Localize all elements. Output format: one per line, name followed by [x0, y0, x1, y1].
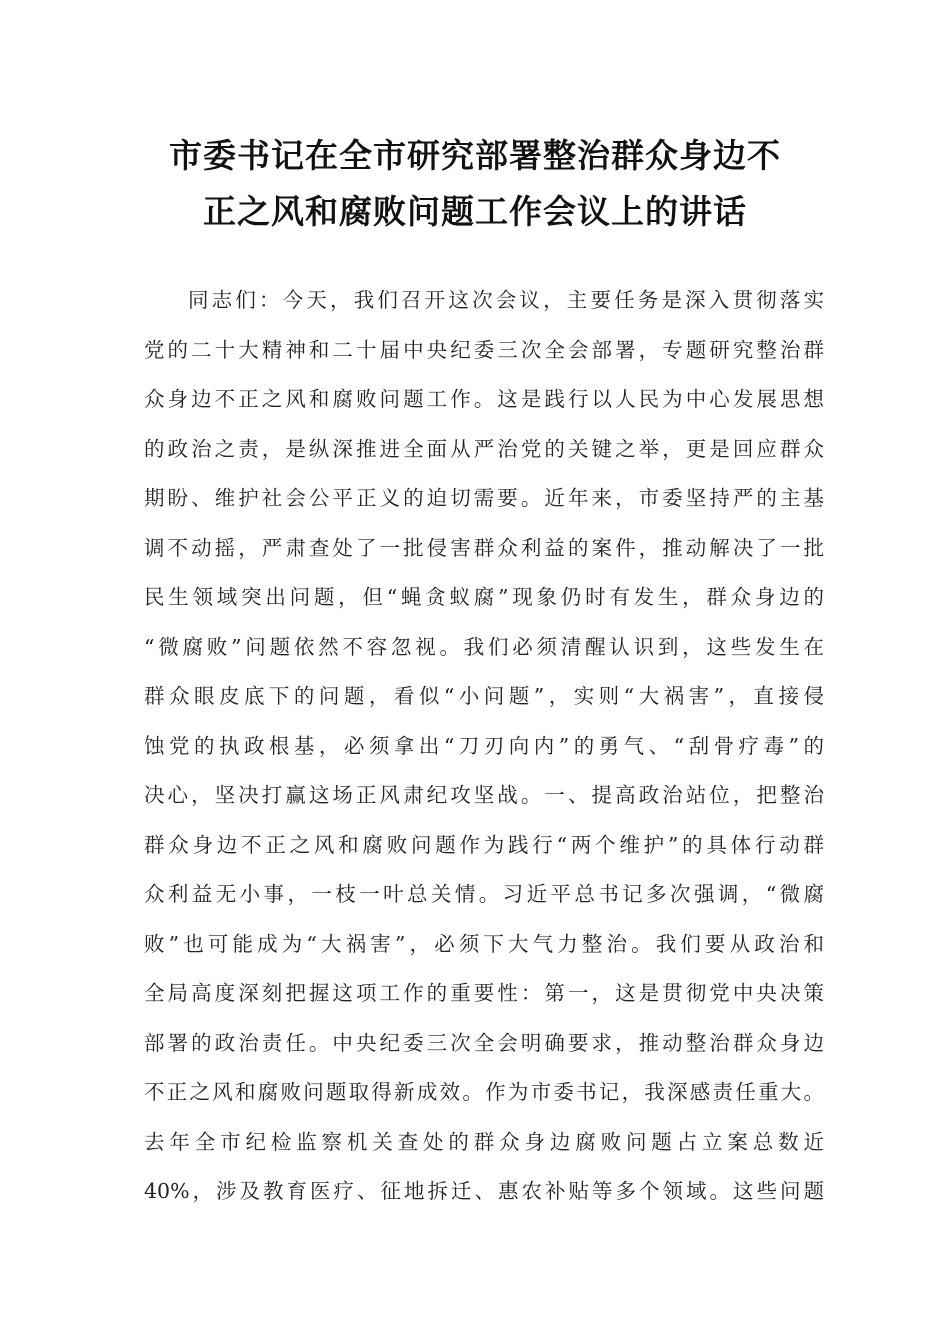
body-line: 众利益无小事，一枝一叶总关情。习近平总书记多次强调，“微腐 [144, 882, 824, 906]
body-line: 40%，涉及教育医疗、征地拆迁、惠农补贴等多个领域。这些问题 [144, 1179, 824, 1203]
document-body [144, 276, 824, 1217]
title-line: 市委书记在全市研究部署整治群众身边不 [169, 136, 781, 175]
body-line: 众身边不正之风和腐败问题工作。这是践行以人民为中心发展思想 [144, 387, 824, 411]
body-line: 期盼、维护社会公平正义的迫切需要。近年来，市委坚持严的主基 [144, 486, 824, 510]
body-line: 全局高度深刻把握这项工作的重要性：第一，这是贯彻党中央决策 [144, 981, 824, 1005]
body-line: “微腐败”问题依然不容忽视。我们必须清醒认识到，这些发生在 [144, 634, 824, 659]
body-line: 党的二十大精神和二十届中央纪委三次全会部署，专题研究整治群 [144, 337, 824, 362]
body-line: 去年全市纪检监察机关查处的群众身边腐败问题占立案总数近 [144, 1129, 824, 1154]
body-line: 民生领域突出问题，但“蝇贪蚁腐”现象仍时有发生，群众身边的 [144, 585, 824, 609]
body-line: 的政治之责，是纵深推进全面从严治党的关键之举，更是回应群众 [144, 436, 824, 461]
body-line: 蚀党的执政根基，必须拿出“刀刃向内”的勇气、“刮骨疗毒”的 [144, 733, 824, 758]
body-line: 决心，坚决打赢这场正风肃纪攻坚战。一、提高政治站位，把整治 [144, 783, 824, 807]
body-line: 同志们：今天，我们召开这次会议，主要任务是深入贯彻落实 [188, 288, 824, 312]
body-line: 群众身边不正之风和腐败问题作为践行“两个维护”的具体行动群 [144, 832, 824, 857]
body-line: 部署的政治责任。中央纪委三次全会明确要求，推动整治群众身边 [144, 1030, 824, 1055]
body-line: 群众眼皮底下的问题，看似“小问题”，实则“大祸害”，直接侵 [144, 684, 824, 708]
body-line: 败”也可能成为“大祸害”，必须下大气力整治。我们要从政治和 [144, 931, 824, 956]
body-line: 调不动摇，严肃查处了一批侵害群众利益的案件，推动解决了一批 [144, 535, 824, 560]
document-title [120, 128, 830, 240]
title-line: 正之风和腐败问题工作会议上的讲话 [203, 192, 747, 231]
body-line: 不正之风和腐败问题取得新成效。作为市委书记，我深感责任重大。 [144, 1080, 824, 1104]
